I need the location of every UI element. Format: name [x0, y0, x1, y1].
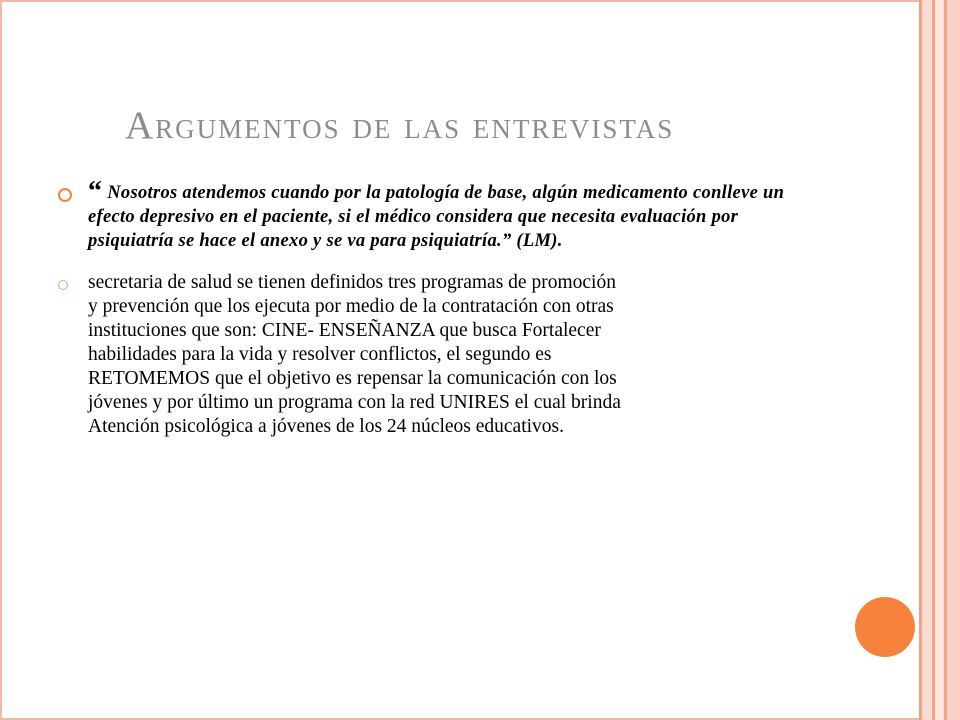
- quote-mark: “: [88, 176, 103, 207]
- list-item: [58, 176, 818, 253]
- quote-text: Nosotros atendemos cuando por la patología de base, algún medicamento conlleve un efecto depresivo en el paciente, si el médico considera que necesita evaluación por psiquiatría se hace el anexo y se va para psiquiatría.” (LM).: [88, 183, 785, 251]
- bullet-list: [58, 176, 818, 439]
- decorative-stripes: [919, 0, 960, 720]
- interview-quote: [88, 176, 818, 253]
- slide-title: Argumentos de las entrevistas: [125, 104, 675, 147]
- stripe: [922, 0, 932, 720]
- bullet-circle-icon: [58, 188, 72, 202]
- stripe: [947, 0, 960, 720]
- bullet-circle-icon: [58, 280, 68, 290]
- stripe: [935, 0, 944, 720]
- orange-circle-decoration: [855, 597, 915, 657]
- list-item: [58, 271, 818, 439]
- programs-paragraph: secretaria de salud se tienen definidos tres programas de promoción y prevención que los ejecuta por medio de la contratación con otras instituciones que son: CINE- ENSEÑANZA que busca Fortalecer habilidades para la vida y resolver conflictos, el segundo es RETOMEMOS que el objetivo es repensar la comunicación con los jóvenes y por último un programa con la red UNIRES el cual brinda Atención psicológica a jóvenes de los 24 núcleos educativos.: [88, 272, 621, 437]
